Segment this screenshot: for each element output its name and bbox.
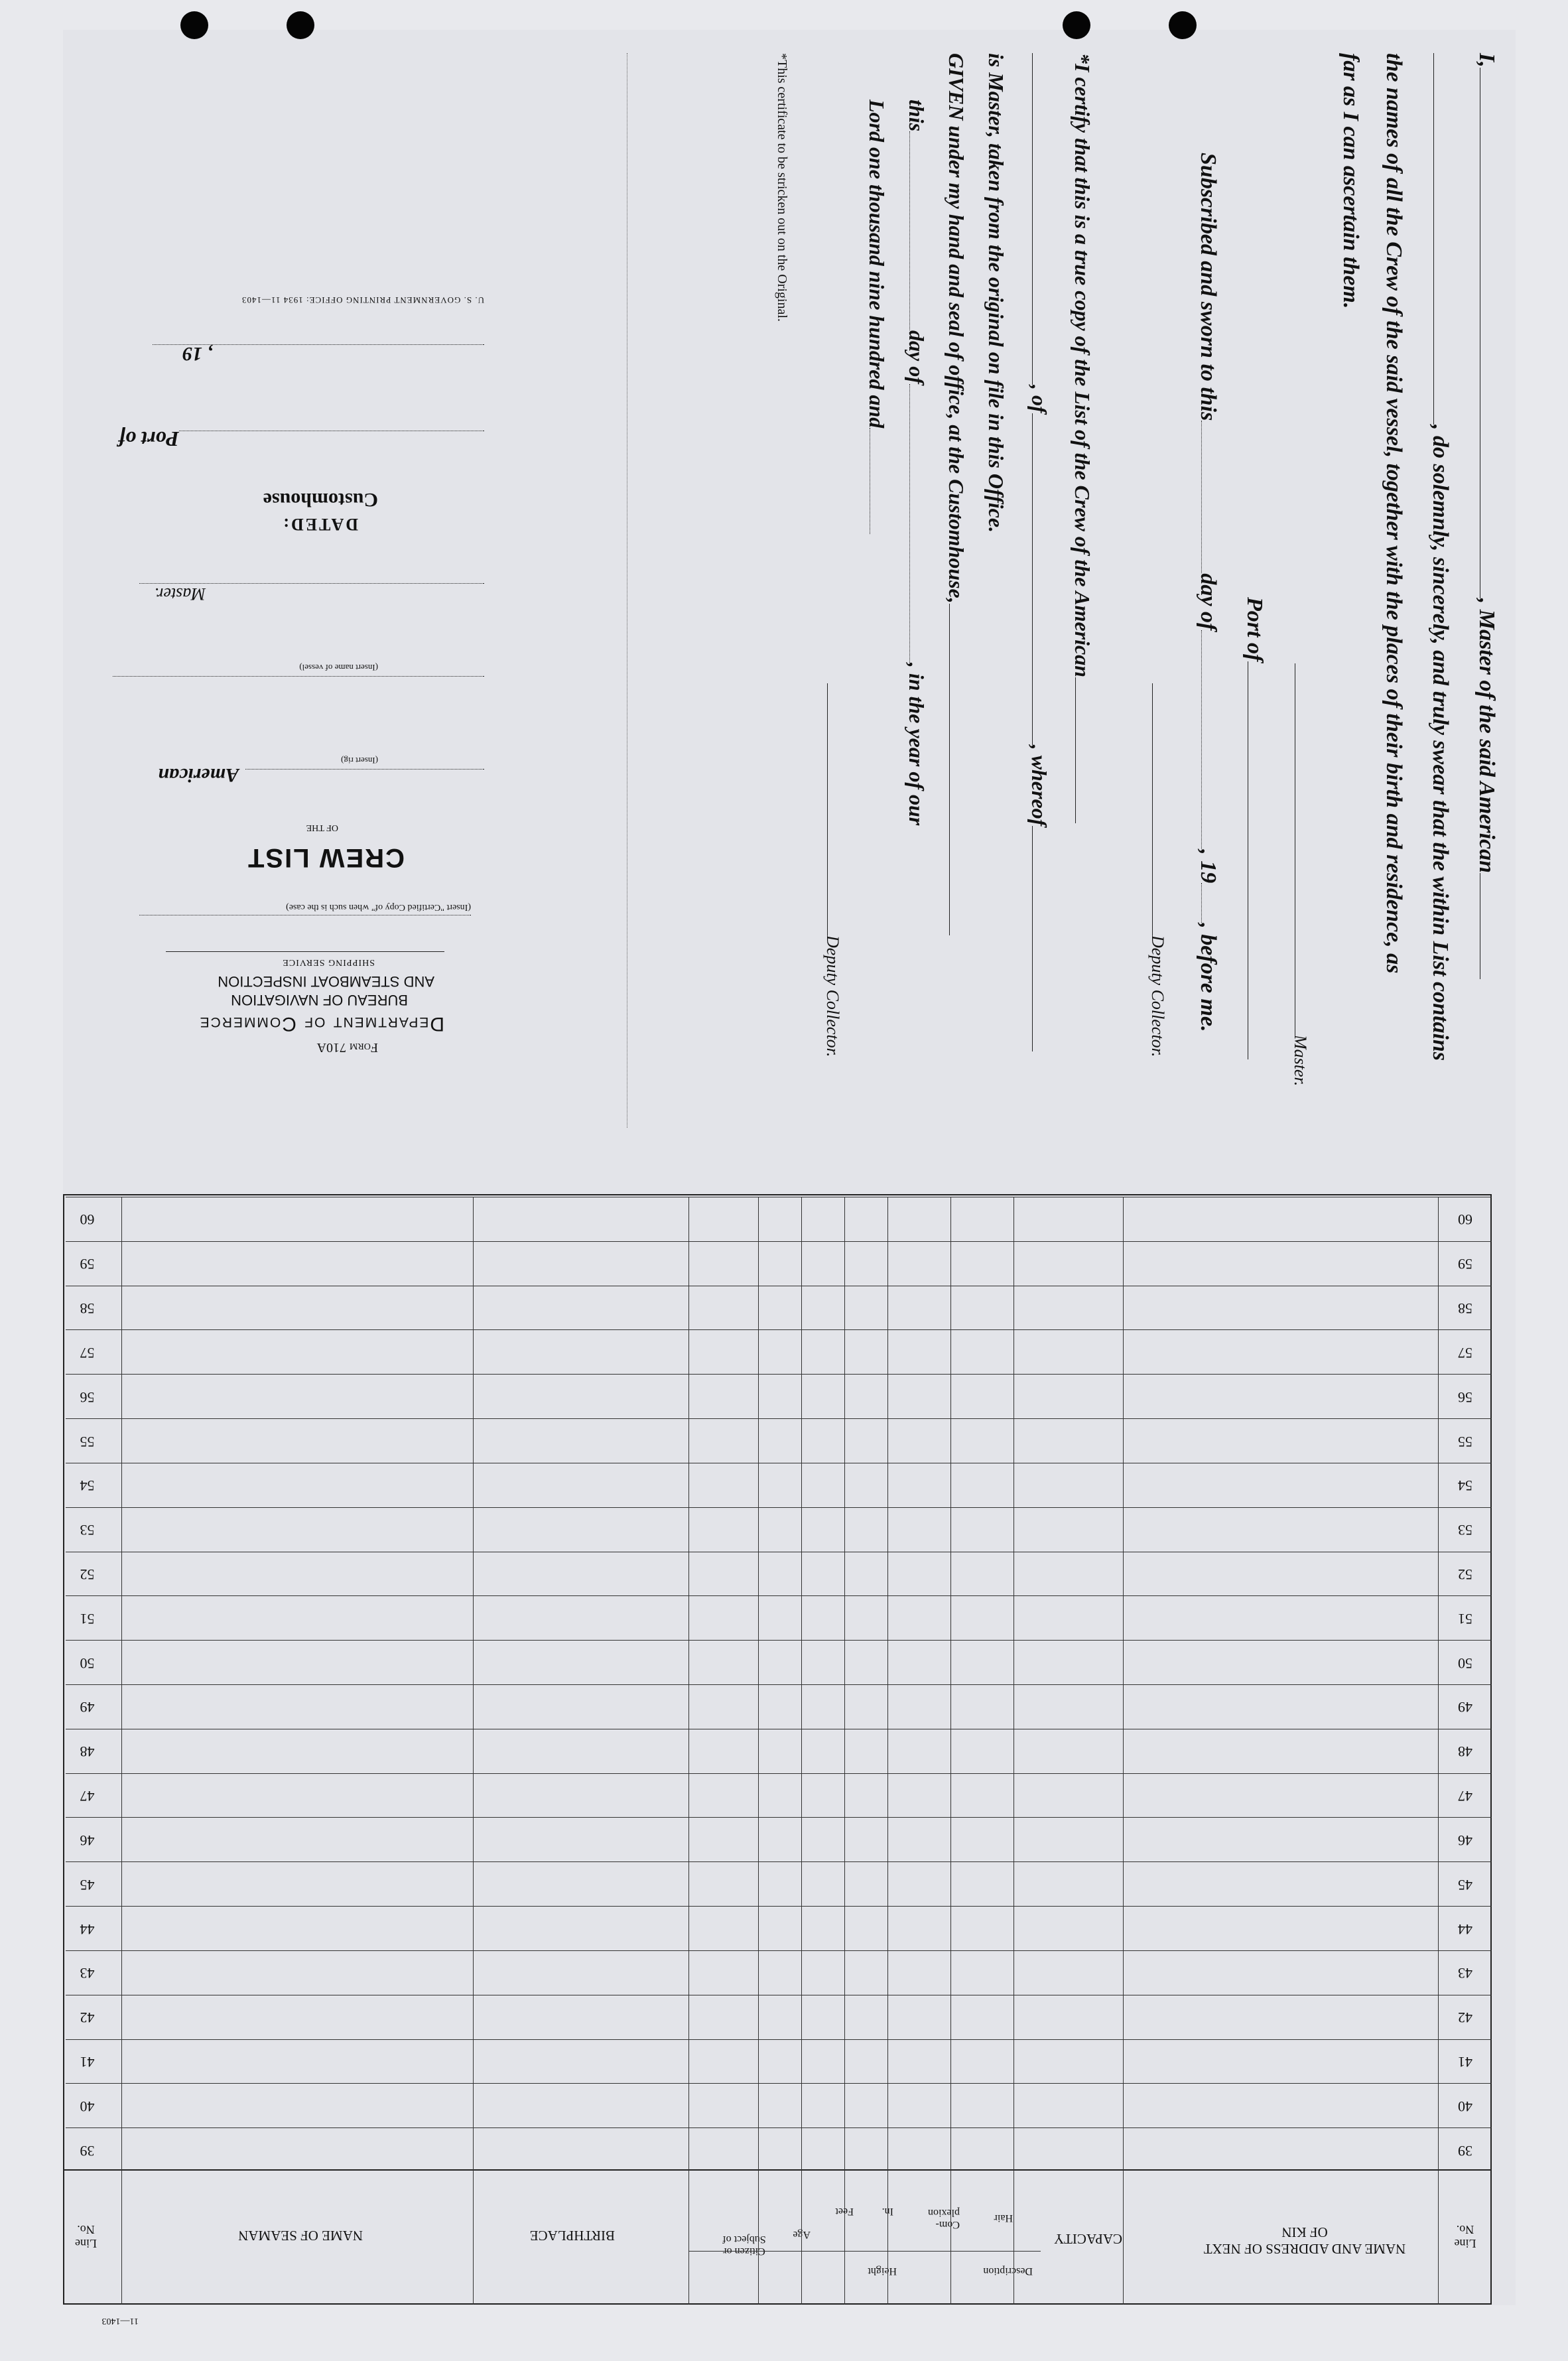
of-whereof-line <box>1012 53 1051 1148</box>
header-capacity: CAPACITY <box>1053 2231 1122 2247</box>
row-number-right: 52 <box>1458 1566 1472 1583</box>
table-row <box>66 1595 1492 1640</box>
insert-name-note: (Insert name of vessel) <box>299 663 378 673</box>
row-number-right: 48 <box>1458 1743 1472 1761</box>
row-number-right: 41 <box>1458 2053 1472 2070</box>
oath-line-2 <box>1413 53 1453 1141</box>
master-label: Master. <box>1291 1035 1310 1087</box>
oath-far-as: far as I can ascertain them. <box>1339 53 1363 309</box>
insert-certified-note: (Insert "Certified Copy of" when such is the case) <box>286 902 471 912</box>
crew-table <box>52 1190 1505 2331</box>
row-number-left: 52 <box>80 1566 95 1583</box>
row-number-right: 53 <box>1458 1522 1472 1539</box>
oath-names: the names of all the Crew of the said vessel, together with the places of their birth and residence, as <box>1382 53 1406 974</box>
given-text: GIVEN under my hand and seal of office, at the Customhouse, <box>945 53 968 604</box>
master-signature-line <box>1270 663 1310 1128</box>
row-number-left: 57 <box>80 1344 95 1361</box>
table-row <box>66 1329 1492 1374</box>
table-row <box>66 1241 1492 1286</box>
is-master-line <box>968 53 1008 1148</box>
deputy-collector-2: Deputy Collector. <box>823 935 842 1057</box>
row-number-right: 60 <box>1458 1211 1472 1229</box>
row-number-right: 45 <box>1458 1876 1472 1893</box>
cover-master-label: Master. <box>154 584 206 604</box>
row-number-right: 49 <box>1458 1699 1472 1716</box>
header-age: Age <box>793 2229 811 2240</box>
row-number-right: 43 <box>1458 1965 1472 1982</box>
cover-port-of: Port of <box>118 427 179 451</box>
form-number-top: 11—1403 <box>101 2316 139 2326</box>
header-citizen: Citizen or Subject of <box>722 2234 766 2257</box>
row-number-right: 59 <box>1458 1256 1472 1273</box>
certify-text: *I certify that this is a true copy of the List of the Crew of the American <box>1071 53 1094 678</box>
table-row <box>66 1950 1492 1995</box>
oath-line-3 <box>1366 53 1406 1141</box>
table-row <box>66 2083 1492 2127</box>
year-of-our-label: , in the year of our <box>905 662 929 826</box>
header-feet: Feet <box>835 2206 854 2217</box>
row-number-right: 39 <box>1458 2142 1472 2159</box>
lord-text: Lord one thousand nine hundred and <box>865 100 889 429</box>
header-name-of-seaman: NAME OF SEAMAN <box>238 2228 363 2244</box>
oath-line-1 <box>1459 53 1499 1141</box>
table-row <box>66 2039 1492 2084</box>
cover-rule <box>166 951 444 952</box>
row-number-right: 44 <box>1458 1921 1472 1938</box>
gpo-imprint: U. S. GOVERNMENT PRINTING OFFICE: 1934 11—1403 <box>241 295 484 305</box>
table-rows <box>66 1197 1492 2172</box>
of-label: , of <box>1027 385 1051 413</box>
port-of-label: Port of <box>1242 597 1267 662</box>
department-title: Department of Commerce <box>198 1013 444 1035</box>
insert-rig-note: (Insert rig) <box>341 756 378 766</box>
row-number-right: 46 <box>1458 1832 1472 1849</box>
header-height: Height <box>868 2265 897 2277</box>
row-number-left: 51 <box>80 1610 95 1627</box>
table-row <box>66 1507 1492 1552</box>
punch-hole <box>1169 11 1197 39</box>
row-number-left: 60 <box>80 1211 95 1229</box>
header-inches: In. <box>882 2206 893 2217</box>
footnote-line <box>763 53 789 584</box>
footnote-text: *This certificate to be stricken out on the Original. <box>775 53 789 322</box>
header-line-no-left: Line No. <box>75 2223 97 2250</box>
row-number-left: 42 <box>80 2009 95 2027</box>
row-number-right: 56 <box>1458 1388 1472 1406</box>
nineteen-label: , 19 <box>1196 849 1220 884</box>
table-row <box>66 2127 1492 2172</box>
dated-label: DATED: <box>281 515 358 534</box>
subscribed-line <box>1181 153 1220 1214</box>
row-number-left: 44 <box>80 1921 95 1938</box>
is-master-text: is Master, taken from the original on file in this Office. <box>984 53 1008 533</box>
row-number-left: 49 <box>80 1699 95 1716</box>
row-number-right: 58 <box>1458 1300 1472 1317</box>
row-number-right: 40 <box>1458 2098 1472 2115</box>
header-line-no: Line No. <box>1454 2223 1476 2250</box>
row-number-right: 57 <box>1458 1344 1472 1361</box>
header-rule <box>689 2251 1041 2252</box>
header-complexion: Com-plexion <box>928 2207 960 2230</box>
row-number-left: 41 <box>80 2053 95 2070</box>
before-me-label: , before me. <box>1196 923 1220 1032</box>
table-row <box>66 1418 1492 1463</box>
deputy-line-2 <box>803 683 842 1114</box>
row-number-right: 50 <box>1458 1654 1472 1672</box>
row-number-left: 43 <box>80 1965 95 1982</box>
rig-line <box>245 769 484 770</box>
form-label: Form 710A <box>316 1040 378 1055</box>
customhouse-label: Customhouse <box>263 489 378 511</box>
cover-panel <box>73 66 524 1061</box>
bureau-line-1: BUREAU OF NAVIGATION <box>231 992 408 1008</box>
table-row <box>66 1906 1492 1950</box>
row-number-left: 58 <box>80 1300 95 1317</box>
row-number-left: 40 <box>80 2098 95 2115</box>
table-row <box>66 1552 1492 1596</box>
row-number-left: 45 <box>80 1876 95 1893</box>
table-row <box>66 1817 1492 1861</box>
bureau-line-2: AND STEAMBOAT INSPECTION <box>218 973 434 990</box>
subscribed-label: Subscribed and sworn to this <box>1196 153 1220 421</box>
punch-hole <box>180 11 208 39</box>
table-row <box>66 1995 1492 2039</box>
deputy-line-1 <box>1128 683 1167 1108</box>
row-number-left: 59 <box>80 1256 95 1273</box>
header-hair: Hair <box>994 2212 1013 2224</box>
row-number-left: 47 <box>80 1788 95 1805</box>
row-number-left: 55 <box>80 1433 95 1450</box>
row-number-right: 55 <box>1458 1433 1472 1450</box>
row-number-left: 50 <box>80 1654 95 1672</box>
table-row <box>66 1286 1492 1330</box>
row-number-left: 48 <box>80 1743 95 1761</box>
row-number-right: 51 <box>1458 1610 1472 1627</box>
header-next-of-kin: NAME AND ADDRESS OF NEXT OF KIN <box>1203 2224 1406 2257</box>
deputy-collector-1: Deputy Collector. <box>1148 935 1167 1057</box>
oath-i: I, <box>1474 53 1499 68</box>
oath-block <box>597 53 1499 1114</box>
lord-line <box>849 100 889 697</box>
table-row <box>66 1197 1492 1241</box>
row-number-left: 54 <box>80 1477 95 1495</box>
cover-year: , 19 <box>182 343 212 365</box>
port-of-line <box>1227 597 1267 1128</box>
row-number-left: 46 <box>80 1832 95 1849</box>
american-label: American <box>158 764 239 786</box>
whereof-label: , whereof <box>1027 744 1051 827</box>
punch-hole <box>1063 11 1090 39</box>
table-row <box>66 1861 1492 1906</box>
punch-hole <box>287 11 314 39</box>
of-the-label: OF THE <box>306 823 338 833</box>
oath-solemnly: , do solemnly, sincerely, and truly swear that the within List contains <box>1428 425 1453 1061</box>
header-description: Description <box>983 2265 1033 2277</box>
header-birthplace: BIRTHPLACE <box>529 2228 615 2244</box>
this-day-line <box>889 100 929 1161</box>
table-row <box>66 1374 1492 1418</box>
this-label: this <box>905 100 929 132</box>
row-number-left: 56 <box>80 1388 95 1406</box>
given-line <box>929 53 968 1148</box>
row-number-left: 39 <box>80 2142 95 2159</box>
row-number-right: 54 <box>1458 1477 1472 1495</box>
row-number-left: 53 <box>80 1522 95 1539</box>
certify-line <box>1055 53 1094 1148</box>
name-line <box>113 676 484 677</box>
table-row <box>66 1729 1492 1773</box>
row-number-right: 47 <box>1458 1788 1472 1805</box>
day-of-label: day of <box>1196 573 1220 631</box>
table-row <box>66 1773 1492 1818</box>
row-number-right: 42 <box>1458 2009 1472 2027</box>
table-row <box>66 1684 1492 1729</box>
oath-line-4 <box>1323 53 1363 1141</box>
table-row <box>66 1463 1492 1507</box>
oath-master-of: , Master of the said American <box>1474 598 1499 874</box>
day-of-label-2: day of <box>905 330 929 384</box>
table-row <box>66 1640 1492 1684</box>
crew-list-title: CREW LIST <box>247 843 405 872</box>
shipping-service: SHIPPING SERVICE <box>282 957 375 967</box>
